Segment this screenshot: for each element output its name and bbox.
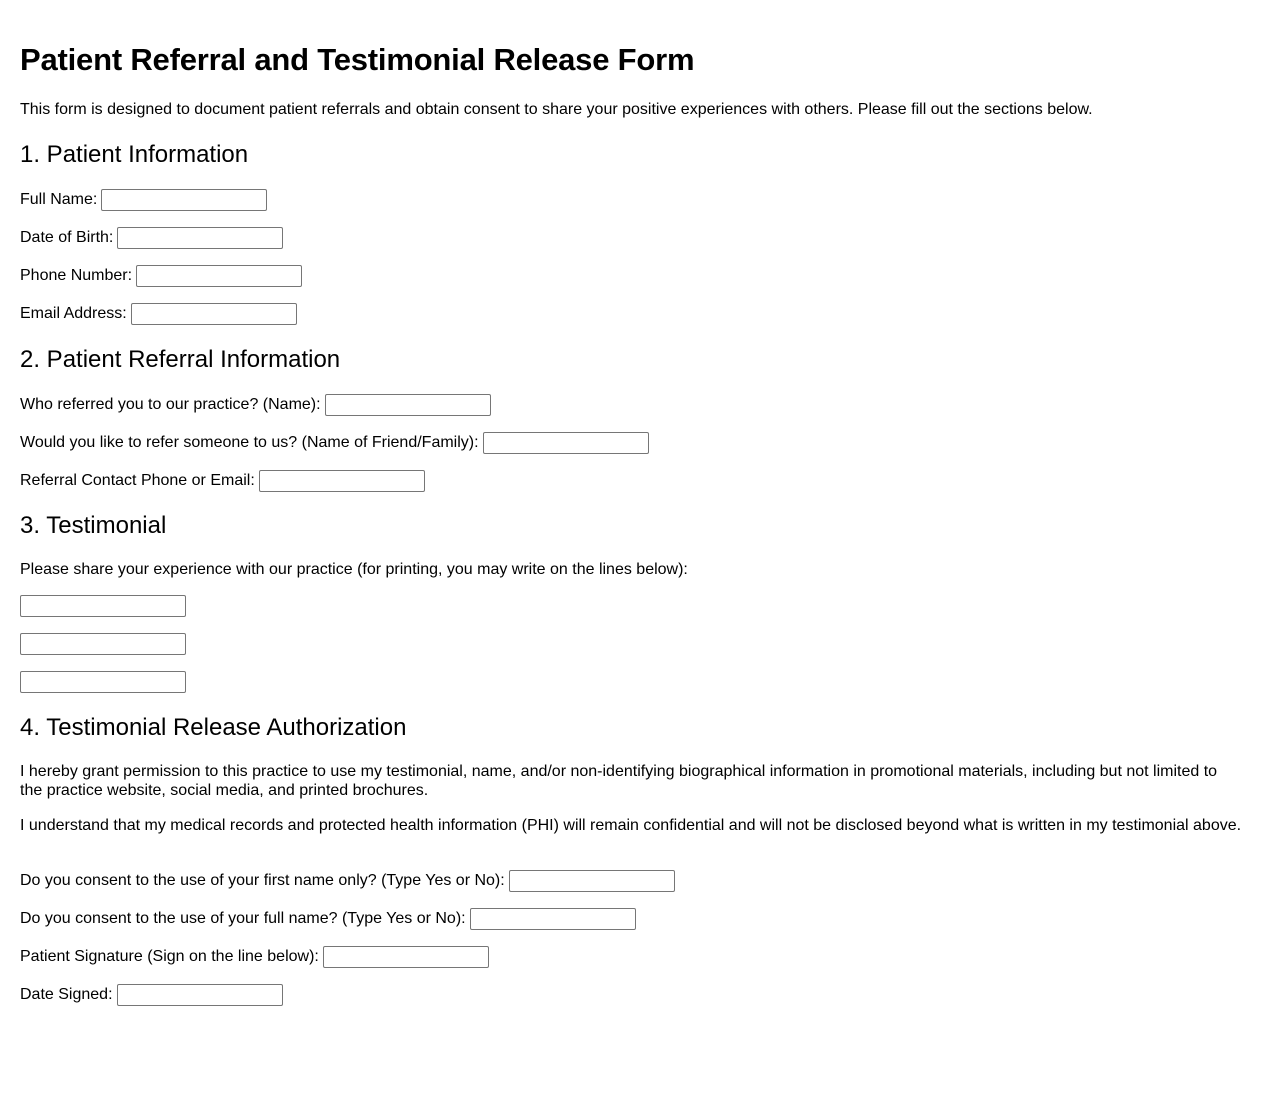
section-heading-referral-information: 2. Patient Referral Information [20,346,341,373]
referred-by-label: Who referred you to our practice? (Name): [20,396,321,413]
referral-contact-input[interactable] [259,470,425,492]
refer-someone-input[interactable] [483,432,649,454]
section-heading-patient-information: 1. Patient Information [20,141,249,168]
first-name-consent-label: Do you consent to the use of your first name only? (Type Yes or No): [20,872,505,889]
testimonial-prompt: Please share your experience with our practice (for printing, you may write on the lines below): [20,561,688,578]
referral-contact-row [20,470,425,492]
date-signed-row [20,984,283,1006]
date-signed-label: Date Signed: [20,986,113,1003]
email-address-input[interactable] [131,303,297,325]
email-address-row [20,303,297,325]
patient-signature-row [20,946,489,968]
phone-number-input[interactable] [136,265,302,287]
testimonial-line-1-input[interactable] [20,595,186,617]
patient-signature-input[interactable] [323,946,489,968]
referred-by-row [20,394,491,416]
full-name-label: Full Name: [20,191,98,208]
refer-someone-label: Would you like to refer someone to us? (Name of Friend/Family): [20,434,479,451]
phone-number-row [20,265,302,287]
testimonial-line-2-input[interactable] [20,633,186,655]
refer-someone-row [20,432,649,454]
date-signed-input[interactable] [117,984,283,1006]
section-heading-testimonial: 3. Testimonial [20,512,167,539]
referred-by-input[interactable] [325,394,491,416]
date-of-birth-label: Date of Birth: [20,229,114,246]
patient-signature-label: Patient Signature (Sign on the line below): [20,948,319,965]
full-name-input[interactable] [101,189,267,211]
intro-text: This form is designed to document patient referrals and obtain consent to share your positive experiences with others. Please fill out the sections below. [20,101,1093,118]
phone-number-label: Phone Number: [20,267,133,284]
full-name-row [20,189,267,211]
date-of-birth-input[interactable] [117,227,283,249]
email-address-label: Email Address: [20,305,127,322]
authorization-paragraph-2: I understand that my medical records and protected health information (PHI) will remain confidential and will not be disclosed beyond what is written in my testimonial above. [20,817,1242,834]
full-name-consent-label: Do you consent to the use of your full name? (Type Yes or No): [20,910,466,927]
section-heading-release-authorization: 4. Testimonial Release Authorization [20,714,407,741]
first-name-consent-input[interactable] [509,870,675,892]
authorization-paragraph-1: I hereby grant permission to this practice to use my testimonial, name, and/or non-identifying biographical information in promotional materials, including but not limited to the practice website, social media, and printed brochures. [20,763,1218,799]
referral-contact-label: Referral Contact Phone or Email: [20,472,255,489]
full-name-consent-input[interactable] [470,908,636,930]
full-name-consent-row [20,908,636,930]
page-title: Patient Referral and Testimonial Release Form [20,42,695,77]
date-of-birth-row [20,227,283,249]
testimonial-line-3-input[interactable] [20,671,186,693]
first-name-consent-row [20,870,675,892]
